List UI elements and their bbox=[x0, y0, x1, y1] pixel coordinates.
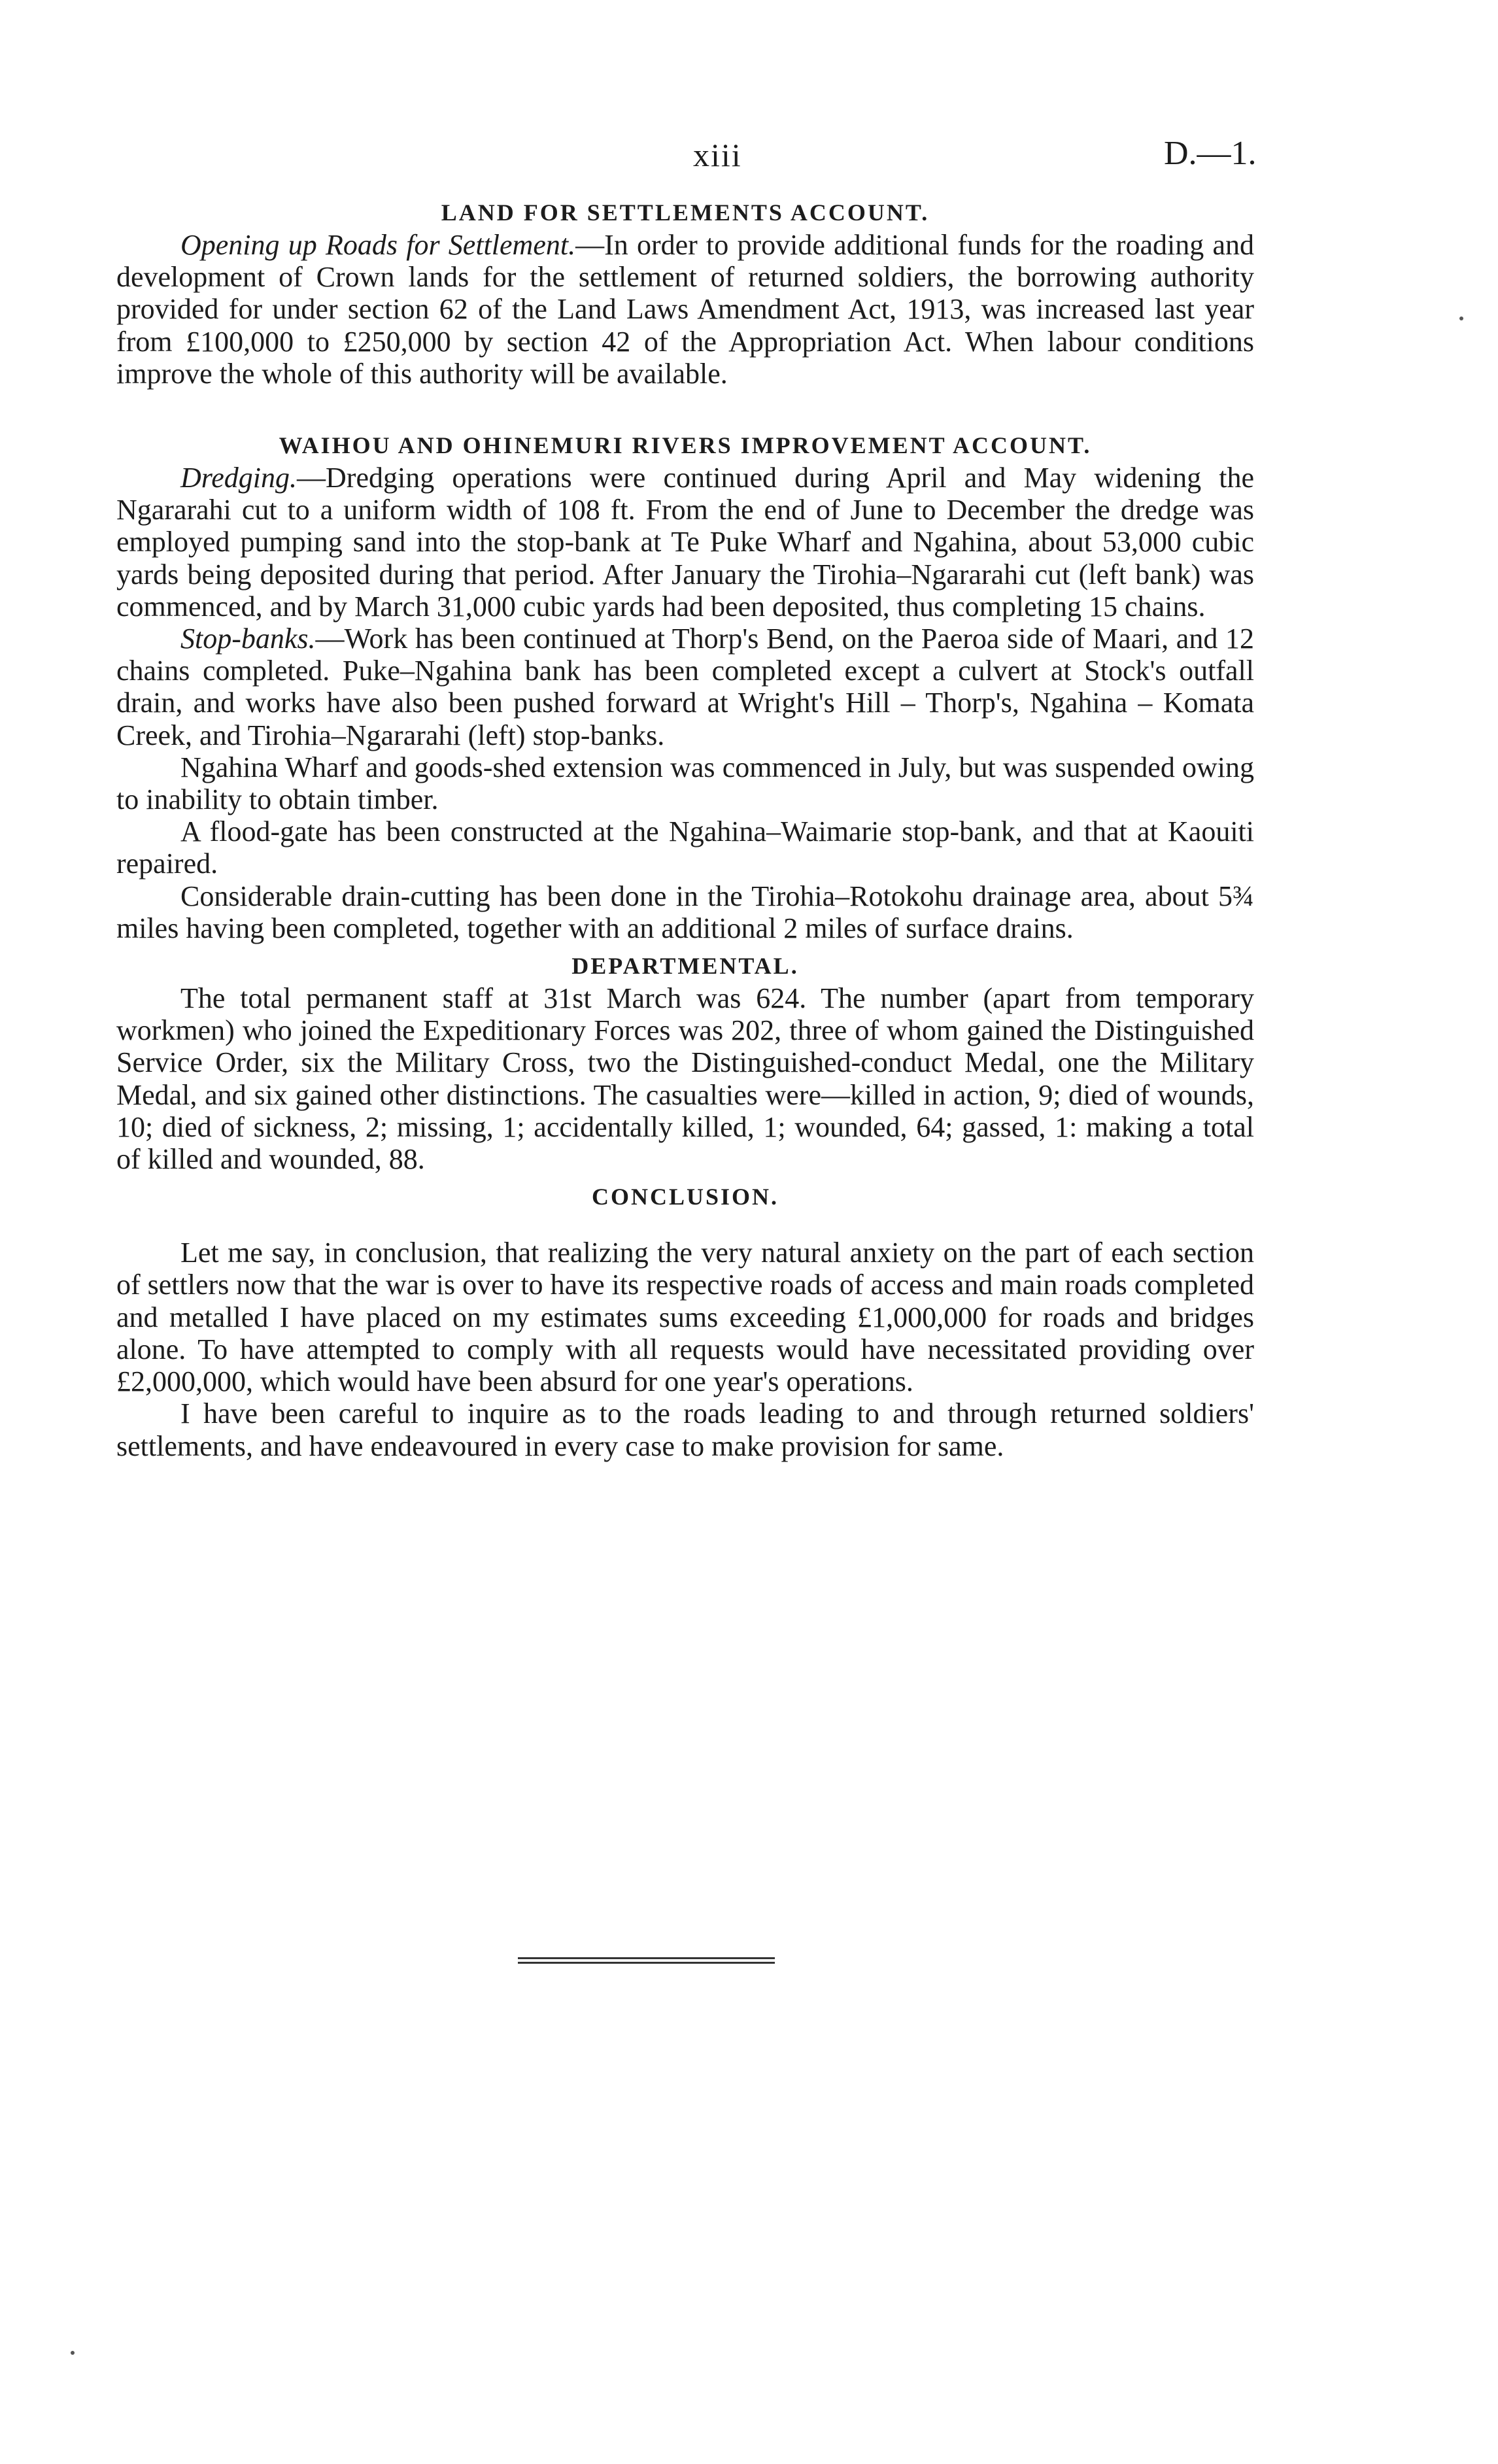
paragraph-lead: Opening up Roads for Settlement. bbox=[180, 229, 576, 261]
paragraph-lead: Stop-banks. bbox=[180, 623, 316, 655]
paragraph-flood-gate: A flood-gate has been constructed at the Ngahina–Waimarie stop-bank, and that at Kaouiti repaired. bbox=[116, 815, 1254, 880]
paragraph-stop-banks bbox=[116, 623, 1254, 751]
document-body bbox=[116, 196, 1254, 1462]
print-speck bbox=[1459, 317, 1463, 320]
paragraph-text: —Work has been continued at Thorp's Bend, on the Paeroa side of Maari, and 12 chains completed. Puke–Ngahina bank has been completed except a culvert at Stock's outfall drain, and works have also been pushed forward at Wright's Hill – Thorp's, Ngahina – Komata Creek, and Tirohia–Ngararahi (left) stop-banks. bbox=[116, 623, 1254, 751]
section-heading-waihou-ohinemuri: WAIHOU AND OHINEMURI RIVERS IMPROVEMENT ACCOUNT. bbox=[279, 432, 1092, 459]
paragraph-careful-to-inquire: I have been careful to inquire as to the roads leading to and through returned soldiers' settlements, and have endeavoured in every case to make provision for same. bbox=[116, 1397, 1254, 1462]
paragraph-opening-up-roads bbox=[116, 229, 1254, 390]
paragraph-text: —In order to provide additional funds for the roading and development of Crown lands for the settlement of returned soldiers, the borrowing authority provided for under section 62 of the Land Laws Amendment Act, 1913, was increased last year from £100,000 to £250,000 by section 42 of the Appropriation Act. When labour conditions improve the whole of this authority will be available. bbox=[116, 229, 1255, 390]
page-number: xiii bbox=[693, 137, 742, 173]
paragraph-ngahina-wharf: Ngahina Wharf and goods-shed extension was commenced in July, but was suspended owing to inability to obtain timber. bbox=[116, 751, 1254, 816]
paragraph-drain-cutting: Considerable drain-cutting has been done in the Tirohia–Rotokohu drainage area, about 5¾ miles having been completed, together with an additional 2 miles of surface drains. bbox=[116, 880, 1254, 944]
paragraph-conclusion: Let me say, in conclusion, that realizing the very natural anxiety on the part of each section of settlers now that the war is over to have its respective roads of access and main roads completed and metalled I have placed on my estimates sums exceeding £1,000,000 for roads and bridges alone. To have attempted to comply with all requests would have necessitated providing over £2,000,000, which would have been absurd for one year's operations. bbox=[116, 1237, 1254, 1398]
document-reference: D.—1. bbox=[1164, 135, 1257, 172]
print-speck bbox=[71, 2351, 75, 2355]
section-heading-departmental: DEPARTMENTAL. bbox=[571, 953, 799, 980]
paragraph-dredging bbox=[116, 462, 1254, 623]
paragraph-staff: The total permanent staff at 31st March was 624. The number (apart from temporary workmen) who joined the Expeditionary Forces was 202, three of whom gained the Distinguished Service Order, six the Military Cross, two the Distinguished-conduct Medal, one the Military Medal, and six gained other distinctions. The casualties were—killed in action, 9; died of wounds, 10; died of sickness, 2; missing, 1; accidentally killed, 1; wounded, 64; gassed, 1: making a total of killed and wounded, 88. bbox=[116, 982, 1254, 1176]
section-heading-conclusion: CONCLUSION. bbox=[591, 1184, 779, 1210]
closing-rule bbox=[518, 1957, 775, 1966]
paragraph-text: —Dredging operations were continued during April and May widening the Ngararahi cut to a uniform width of 108 ft. From the end of June to December the dredge was employed pumping sand into the stop-bank at Te Puke Wharf and Ngahina, about 53,000 cubic yards being deposited during that period. After January the Tirohia–Ngararahi cut (left bank) was commenced, and by March 31,000 cubic yards had been deposited, thus completing 15 chains. bbox=[116, 462, 1254, 623]
paragraph-lead: Dredging. bbox=[180, 462, 298, 494]
section-heading-land-for-settlements: LAND FOR SETTLEMENTS ACCOUNT. bbox=[441, 199, 930, 226]
